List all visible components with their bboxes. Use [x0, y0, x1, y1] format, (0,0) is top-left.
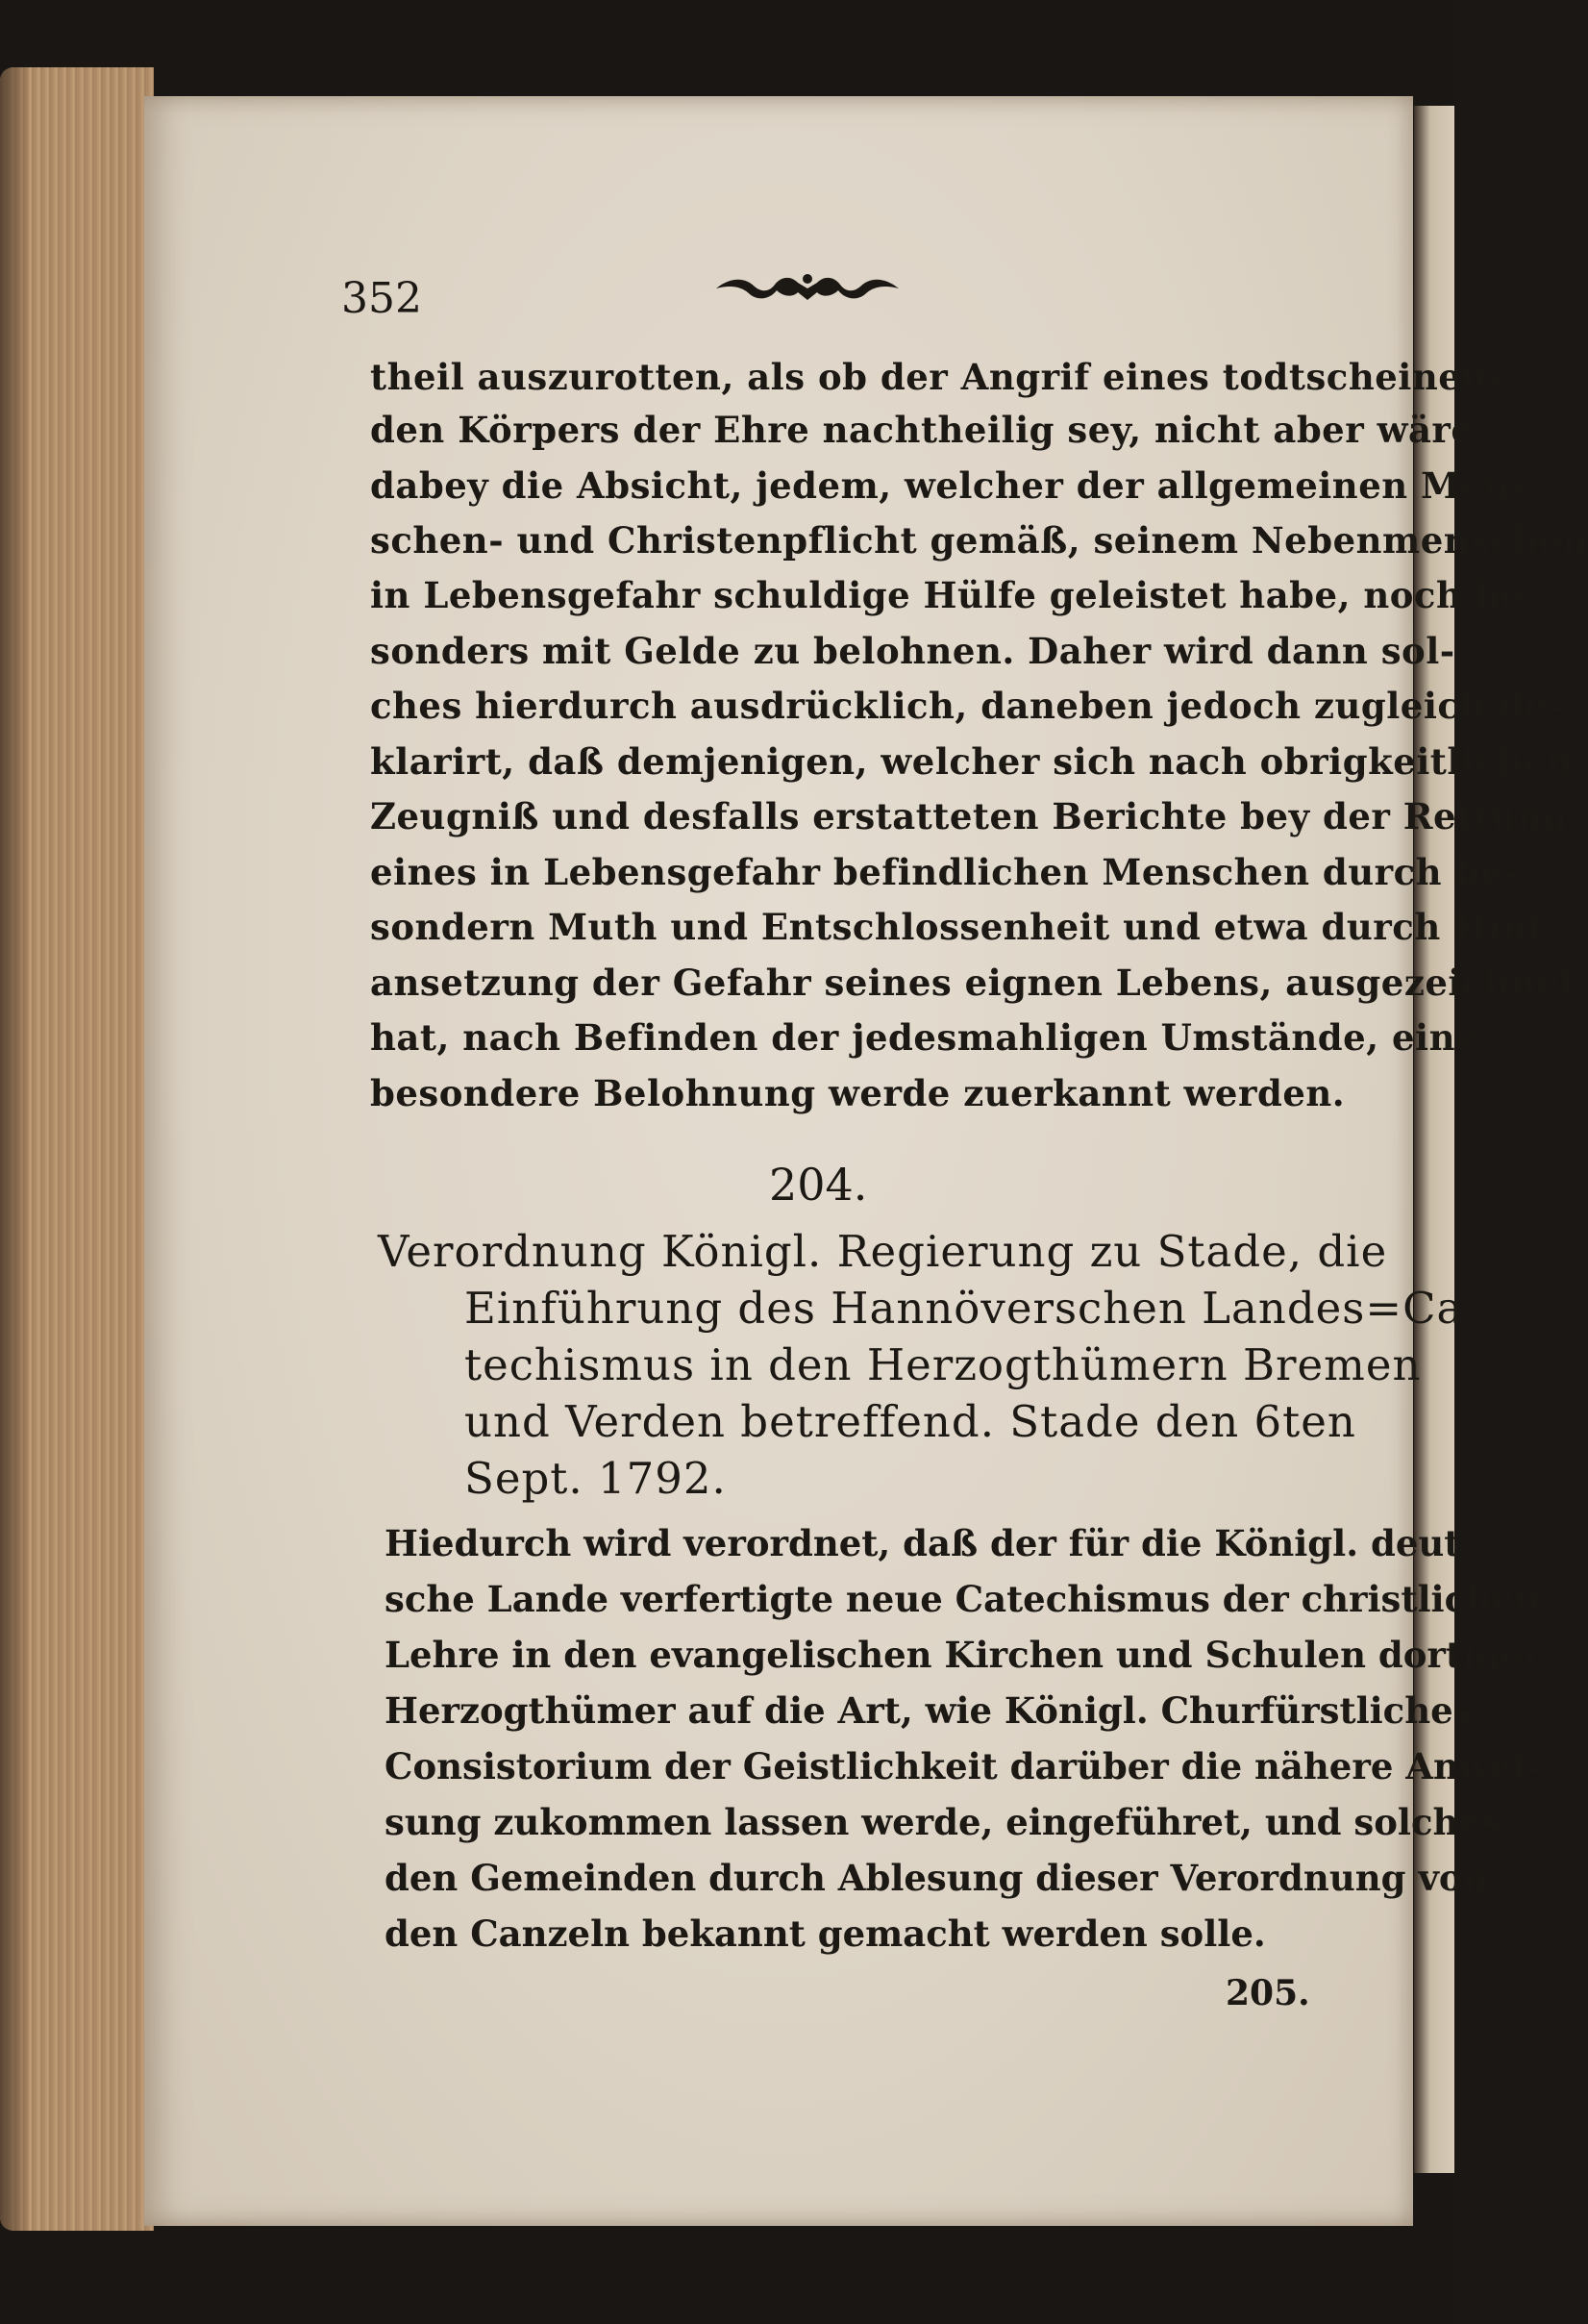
- heading-line: techismus in den Herzogthümern Bremen: [464, 1339, 1422, 1390]
- text-line: schen‑ und Christenpflicht gemäß, seinem Nebenmenschen: [370, 519, 1588, 562]
- text-line: den Canzeln bekannt gemacht werden solle.: [385, 1912, 1266, 1955]
- text-line: sonders mit Gelde zu belohnen. Daher wird dann sol‑: [370, 630, 1455, 672]
- text-line: Zeugniß und desfalls erstatteten Berichte bey der Rettung: [370, 795, 1569, 837]
- heading-line: Einführung des Hannöverschen Landes=Ca‑: [464, 1283, 1479, 1334]
- text-line: dabey die Absicht, jedem, welcher der allgemeinen Men‑: [370, 464, 1526, 507]
- text-line: sondern Muth und Entschlossenheit und etwa durch Hint‑: [370, 906, 1560, 948]
- page-edges: [0, 67, 154, 2231]
- text-line: den Körpers der Ehre nachtheilig sey, nicht aber wäre: [370, 409, 1475, 451]
- text-line: Consistorium der Geistlichkeit darüber die nähere Anwei‑: [385, 1745, 1541, 1787]
- heading-line: und Verden betreffend. Stade den 6ten: [464, 1396, 1356, 1447]
- text-line: sche Lande verfertigte neue Catechismus der christlichen: [385, 1578, 1541, 1620]
- text-line: sung zukommen lassen werde, eingeführet, und solches: [385, 1801, 1501, 1843]
- text-line: klarirt, daß demjenigen, welcher sich nach obrigkeitlichen: [370, 740, 1574, 783]
- text-line: in Lebensgefahr schuldige Hülfe geleistet habe, noch be‑: [370, 574, 1540, 616]
- text-line: ansetzung der Gefahr seines eignen Lebens, ausgezeichnet: [370, 962, 1577, 1004]
- text-line: ches hierdurch ausdrücklich, daneben jedoch zugleich de‑: [370, 685, 1563, 727]
- text-line: den Gemeinden durch Ablesung dieser Verordnung von: [385, 1857, 1489, 1899]
- text-line: Lehre in den evangelischen Kirchen und Schulen dortiger: [385, 1634, 1542, 1676]
- section-number: 204.: [769, 1159, 868, 1211]
- heading-line: Verordnung Königl. Regierung zu Stade, die: [378, 1226, 1388, 1277]
- text-line: Hiedurch wird verordnet, daß der für die Königl. deut‑: [385, 1522, 1476, 1564]
- catchword: 205.: [1226, 1973, 1310, 2013]
- text-line: besondere Belohnung werde zuerkannt werden.: [370, 1072, 1346, 1114]
- text-line: eines in Lebensgefahr befindlichen Menschen durch be‑: [370, 851, 1519, 893]
- heading-line: Sept. 1792.: [464, 1453, 727, 1504]
- page-number: 352: [341, 274, 422, 323]
- printer-ornament-icon: [711, 260, 904, 308]
- text-line: Herzogthümer auf die Art, wie Königl. Churfürstliches: [385, 1689, 1474, 1732]
- text-line: theil auszurotten, als ob der Angrif eines todtscheinen‑: [370, 356, 1503, 398]
- text-line: hat, nach Befinden der jedesmahligen Umstände, eine: [370, 1016, 1479, 1059]
